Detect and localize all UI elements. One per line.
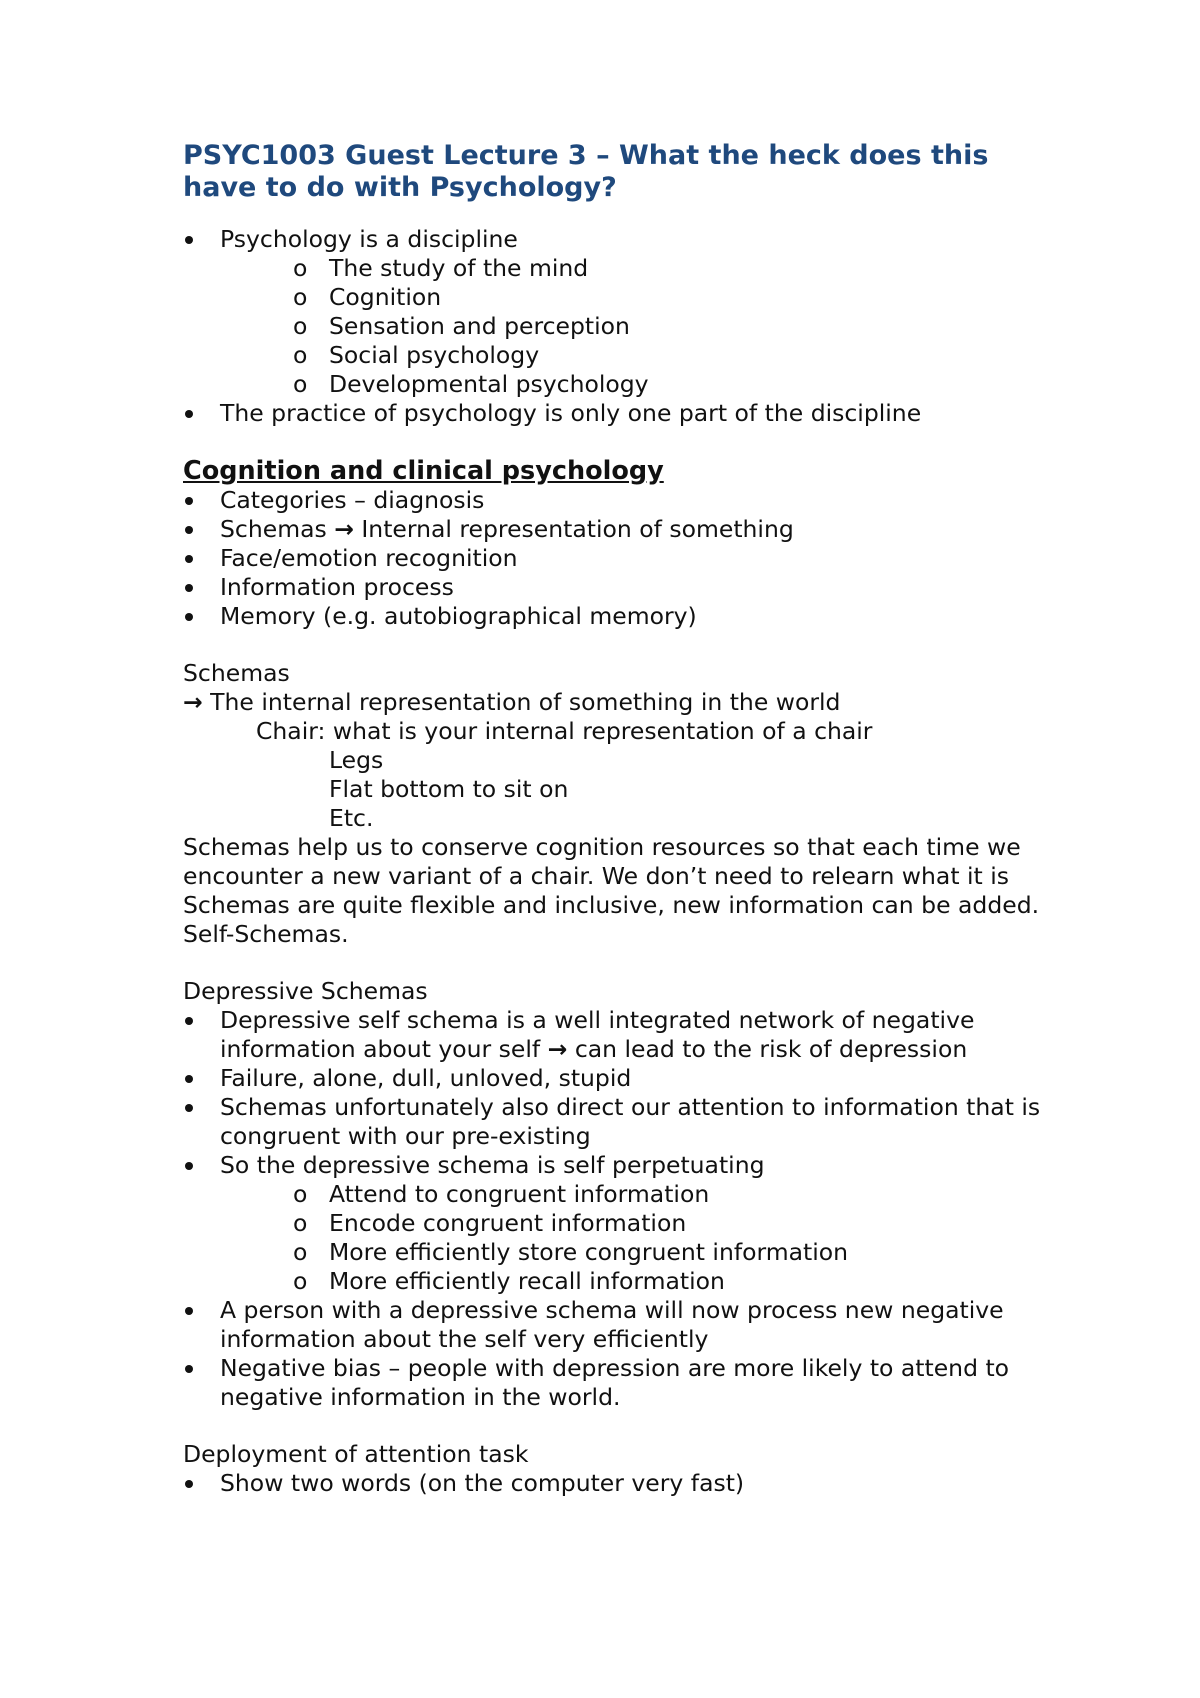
list-item-text: Show two words (on the computer very fast) (220, 1469, 745, 1497)
list-item (183, 1469, 1063, 1498)
sub-list-item-text: More efficiently recall information (329, 1267, 725, 1295)
bullet-icon (185, 584, 193, 592)
sub-list-item (293, 1267, 1063, 1296)
schemas-paragraph: Schemas help us to conserve cognition resources so that each time we encounter a new variant of a chair. We don’t need to relearn what it is (183, 833, 1021, 890)
chair-item: Legs (329, 746, 384, 774)
list-item (183, 1354, 1063, 1412)
section-heading-schemas: Schemas (183, 659, 290, 687)
schemas-paragraph: Schemas are quite flexible and inclusive, new information can be added. (183, 891, 1040, 919)
list-item-text: Internal representation of something (353, 515, 794, 543)
bullet-icon (185, 613, 193, 621)
section-heading-depressive: Depressive Schemas (183, 977, 428, 1005)
list-item-text: So the depressive schema is self perpetuating (220, 1151, 765, 1179)
list-item-text: Psychology is a discipline (220, 225, 518, 253)
circle-bullet-icon: o (293, 254, 308, 282)
bullet-icon (185, 236, 193, 244)
sub-list-item (293, 254, 1063, 283)
cognition-list (183, 486, 1063, 631)
list-item (183, 399, 1063, 428)
sub-list-item-text: Encode congruent information (329, 1209, 687, 1237)
list-item-text: Negative bias – people with depression are more likely to attend to negative information in the world. (220, 1354, 1010, 1411)
bullet-icon (185, 1480, 193, 1488)
list-item-text: Depressive self schema is a well integrated network of negative information about your self (220, 1006, 975, 1063)
circle-bullet-icon: o (293, 370, 308, 398)
circle-bullet-icon: o (293, 312, 308, 340)
list-item (183, 515, 1063, 544)
sub-list-item-text: Sensation and perception (329, 312, 630, 340)
bullet-icon (185, 497, 193, 505)
list-item-text: Failure, alone, dull, unloved, stupid (220, 1064, 632, 1092)
spacer (183, 428, 1063, 456)
depressive-list (183, 1006, 1063, 1412)
bullet-icon (185, 1075, 193, 1083)
circle-bullet-icon: o (293, 1209, 308, 1237)
intro-list (183, 225, 1063, 428)
list-item (183, 225, 1063, 399)
bullet-icon (185, 555, 193, 563)
right-arrow-icon: → (334, 515, 354, 543)
document-title: PSYC1003 Guest Lecture 3 – What the heck does this have to do with Psychology? (183, 140, 989, 203)
sub-list (220, 1180, 1063, 1296)
circle-bullet-icon: o (293, 1267, 308, 1295)
spacer (183, 1412, 1063, 1440)
list-item (183, 573, 1063, 602)
sub-list-item-text: More efficiently store congruent information (329, 1238, 849, 1266)
circle-bullet-icon: o (293, 1238, 308, 1266)
list-item (183, 486, 1063, 515)
sub-list-item-text: Social psychology (329, 341, 540, 369)
bullet-icon (185, 1307, 193, 1315)
bullet-icon (185, 526, 193, 534)
list-item-text: Information process (220, 573, 454, 601)
sub-list-item-text: Cognition (329, 283, 442, 311)
schemas-arrow-text: The internal representation of something in the world (202, 688, 841, 716)
list-item-text: Face/emotion recognition (220, 544, 518, 572)
sub-list (220, 254, 1063, 399)
sub-list-item (293, 370, 1063, 399)
list-item (183, 602, 1063, 631)
chair-item: Etc. (329, 804, 374, 832)
circle-bullet-icon: o (293, 283, 308, 311)
sub-list-item (293, 283, 1063, 312)
sub-list-item-text: Attend to congruent information (329, 1180, 710, 1208)
list-item-text: can lead to the risk of depression (567, 1035, 968, 1063)
list-item-text: Categories – diagnosis (220, 486, 485, 514)
sub-list-item (293, 341, 1063, 370)
sub-list-item (293, 312, 1063, 341)
section-heading-deployment: Deployment of attention task (183, 1440, 529, 1468)
spacer (183, 631, 1063, 659)
sub-list-item (293, 1180, 1063, 1209)
list-item (183, 1296, 1063, 1354)
list-item (183, 1064, 1063, 1093)
right-arrow-icon: → (183, 688, 203, 716)
sub-list-item-text: Developmental psychology (329, 370, 649, 398)
circle-bullet-icon: o (293, 341, 308, 369)
bullet-icon (185, 410, 193, 418)
list-item (183, 1006, 1063, 1064)
list-item-text: The practice of psychology is only one part of the discipline (220, 399, 922, 427)
bullet-icon (185, 1162, 193, 1170)
spacer (183, 949, 1063, 977)
sub-list-item (293, 1209, 1063, 1238)
deployment-list (183, 1469, 1063, 1498)
sub-list-item-text: The study of the mind (329, 254, 589, 282)
schemas-paragraph: Self-Schemas. (183, 920, 349, 948)
bullet-icon (185, 1104, 193, 1112)
document-page (183, 140, 1063, 1498)
list-item (183, 1093, 1063, 1151)
section-heading-cognition: Cognition and clinical psychology (183, 456, 664, 486)
list-item (183, 1151, 1063, 1296)
right-arrow-icon: → (547, 1035, 568, 1063)
list-item-text: A person with a depressive schema will now process new negative information about the self very efficiently (220, 1296, 1004, 1353)
list-item-text: Schemas unfortunately also direct our attention to information that is congruent with our pre-existing (220, 1093, 1041, 1150)
schemas-arrow-line (183, 688, 1063, 717)
chair-line: Chair: what is your internal representation of a chair (256, 717, 873, 745)
bullet-icon (185, 1365, 193, 1373)
list-item-text: Schemas (220, 515, 335, 543)
circle-bullet-icon: o (293, 1180, 308, 1208)
chair-item: Flat bottom to sit on (329, 775, 569, 803)
list-item-text: Memory (e.g. autobiographical memory) (220, 602, 697, 630)
sub-list-item (293, 1238, 1063, 1267)
bullet-icon (185, 1017, 193, 1025)
list-item (183, 544, 1063, 573)
